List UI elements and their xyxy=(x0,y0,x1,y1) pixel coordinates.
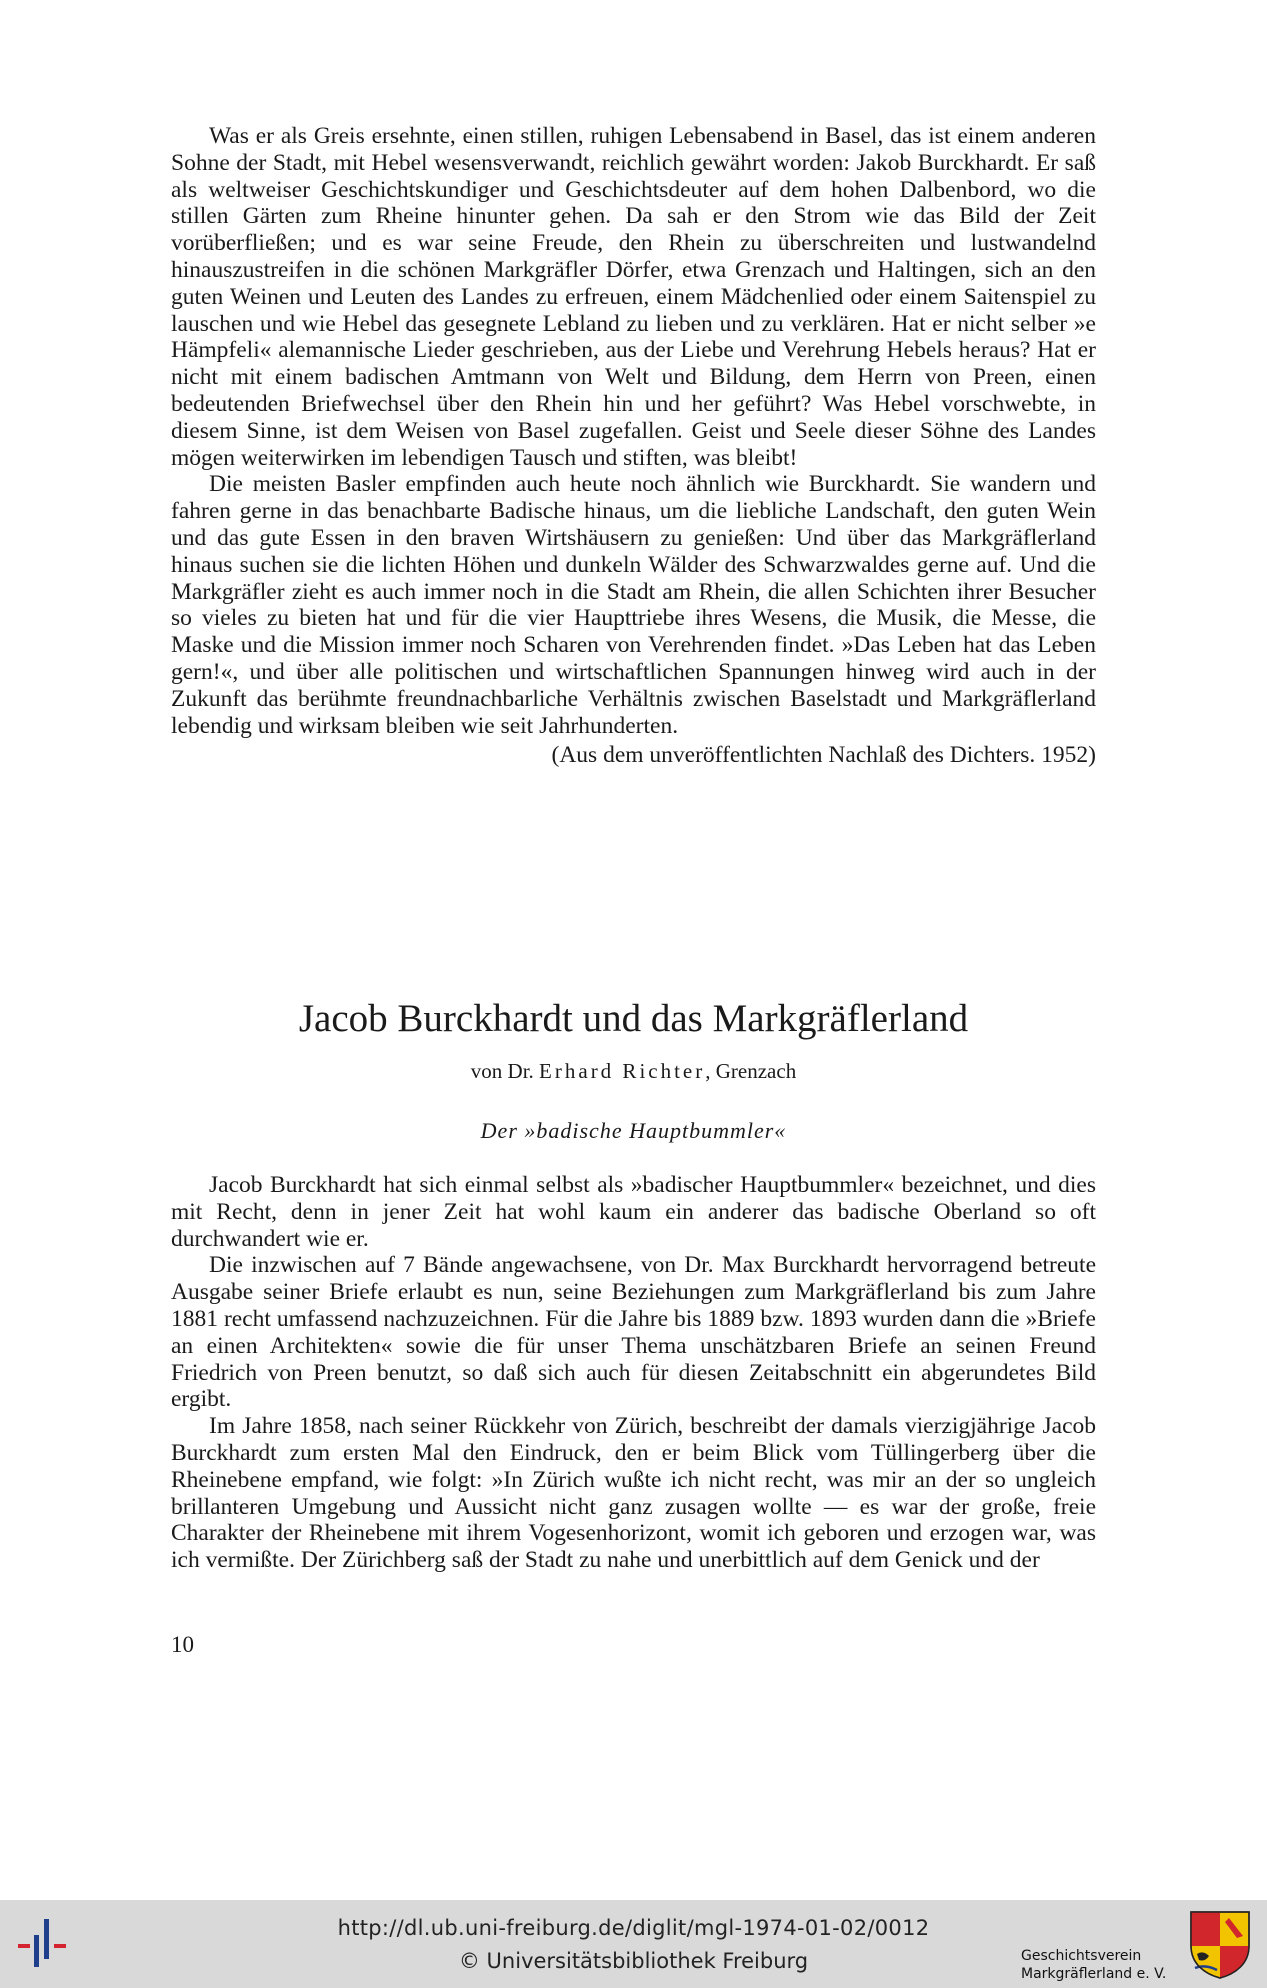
coat-of-arms-icon[interactable] xyxy=(1189,1910,1251,1980)
viewer-footer xyxy=(0,1900,1267,1988)
byline-place: , Grenzach xyxy=(705,1059,797,1083)
association-name[interactable] xyxy=(1021,1947,1181,1983)
paragraph: Was er als Greis ersehnte, einen stillen, ruhigen Lebensabend in Basel, das ist einem anderen Sohne der Stadt, mit Hebel wesensverwandt, reichlich gewährt worden: Jakob Burckhardt. Er saß als weltweiser Geschichtskundiger und Geschichtsdeuter auf dem hohen Dalbenbord, wo die stillen Gärten zum Rheine hinunter gehen. Da sah er den Strom wie das Bild der Zeit vorüberfließen; und es war seine Freude, den Rhein zu überschreiten und lustwandelnd hinauszustreifen in die schönen Markgräfler Dörfer, etwa Grenzach und Haltingen, sich an den guten Weinen und Leuten des Landes zu erfreuen, einem Mädchenlied oder einem Saitenspiel zu lauschen und wie Hebel das gesegnete Lebland zu lieben und zu verklären. Hat er nicht selber »e Hämpfeli« alemannische Lieder geschrieben, aus der Liebe und Verehrung Hebels heraus? Hat er nicht mit einem badischen Amtmann von Welt und Bildung, dem Herrn von Preen, einen bedeutenden Briefwechsel über den Rhein hin und her geführt? Was Hebel vorschwebte, in diesem Sinne, ist dem Weisen von Basel zugefallen. Geist und Seele dieser Söhne des Landes mögen weiterwirken im lebendigen Tausch und stiften, was bleibt! xyxy=(171,123,1096,471)
page-number: 10 xyxy=(171,1632,194,1657)
text-block-hebel-essay xyxy=(171,123,1096,769)
copyright-notice: © Universitätsbibliothek Freiburg xyxy=(458,1949,809,1973)
article-title: Jacob Burckhardt und das Markgräflerland xyxy=(298,997,969,1040)
source-note: (Aus dem unveröffentlichten Nachlaß des Dichters. 1952) xyxy=(551,742,1096,769)
association-line: Geschichtsverein xyxy=(1021,1948,1142,1964)
paragraph: Die meisten Basler empfinden auch heute noch ähnlich wie Burckhardt. Sie wandern und fahren gerne in das benachbarte Badische hinaus, um die liebliche Landschaft, den guten Wein und das gute Essen in den braven Wirtshäusern zu genießen: Und über das Markgräflerland hinaus suchen sie die lichten Höhen und dunkeln Wälder des Schwarzwaldes gerne auf. Und die Markgräfler zieht es auch immer noch in die Stadt am Rhein, die allen Schichten ihrer Besucher so vieles zu bieten hat und für die vier Haupttriebe ihres Wesens, die Musik, die Messe, die Maske und die Mission immer noch Scharen von Verehrenden findet. »Das Leben hat das Leben gern!«, und über alle politischen und wirtschaftlichen Spannungen hinweg wird auch in der Zukunft das berühmte freundnachbarliche Verhältnis zwischen Baselstadt und Markgräflerland lebendig und wirksam bleiben wie seit Jahrhunderten. xyxy=(171,471,1096,739)
paragraph: Die inzwischen auf 7 Bände angewachsene, von Dr. Max Burckhardt hervorragend betreute Ausgabe seiner Briefe erlaubt es nun, seine Beziehungen zum Markgräflerland bis zum Jahre 1881 recht umfassend nachzuzeichnen. Für die Jahre bis 1889 bzw. 1893 wurden dann die »Briefe an einen Architekten« sowie die für unser Thema unschätzbaren Briefe an seinen Freund Friedrich von Preen benutzt, so daß sich auch für diesen Zeitabschnitt ein abgerundetes Bild ergibt. xyxy=(171,1252,1096,1413)
paragraph: Jacob Burckhardt hat sich einmal selbst als »badischer Hauptbummler« bezeichnet, und dies mit Recht, denn in jener Zeit hat wohl kaum ein anderer das badische Oberland so oft durchwandert wie er. xyxy=(171,1172,1096,1252)
byline xyxy=(0,1056,1267,1086)
permalink-url[interactable]: http://dl.ub.uni-freiburg.de/diglit/mgl-1974-01-02/0012 xyxy=(337,1916,930,1940)
association-line: Markgräflerland e. V. xyxy=(1021,1966,1167,1982)
text-block-article xyxy=(171,1172,1096,1574)
section-heading: Der »badische Hauptbummler« xyxy=(480,1118,787,1143)
byline-author: Erhard Richter xyxy=(539,1059,706,1083)
paragraph: Im Jahre 1858, nach seiner Rückkehr von Zürich, beschreibt der damals vierzigjährige Jacob Burckhardt zum ersten Mal den Eindruck, den er beim Blick vom Tüllingerberg über die Rheinebene empfand, wie folgt: »In Zürich wußte ich nicht recht, was mir an der so ungleich brillanteren Umgebung und Aussicht nicht ganz zusagen wollte — es war der große, freie Charakter der Rheinebene mit ihrem Vogesenhorizont, womit ich geboren und erzogen war, was ich vermißte. Der Zürichberg saß der Stadt zu nahe und unerbittlich auf dem Genick und der xyxy=(171,1413,1096,1574)
byline-prefix: von Dr. xyxy=(470,1059,534,1083)
